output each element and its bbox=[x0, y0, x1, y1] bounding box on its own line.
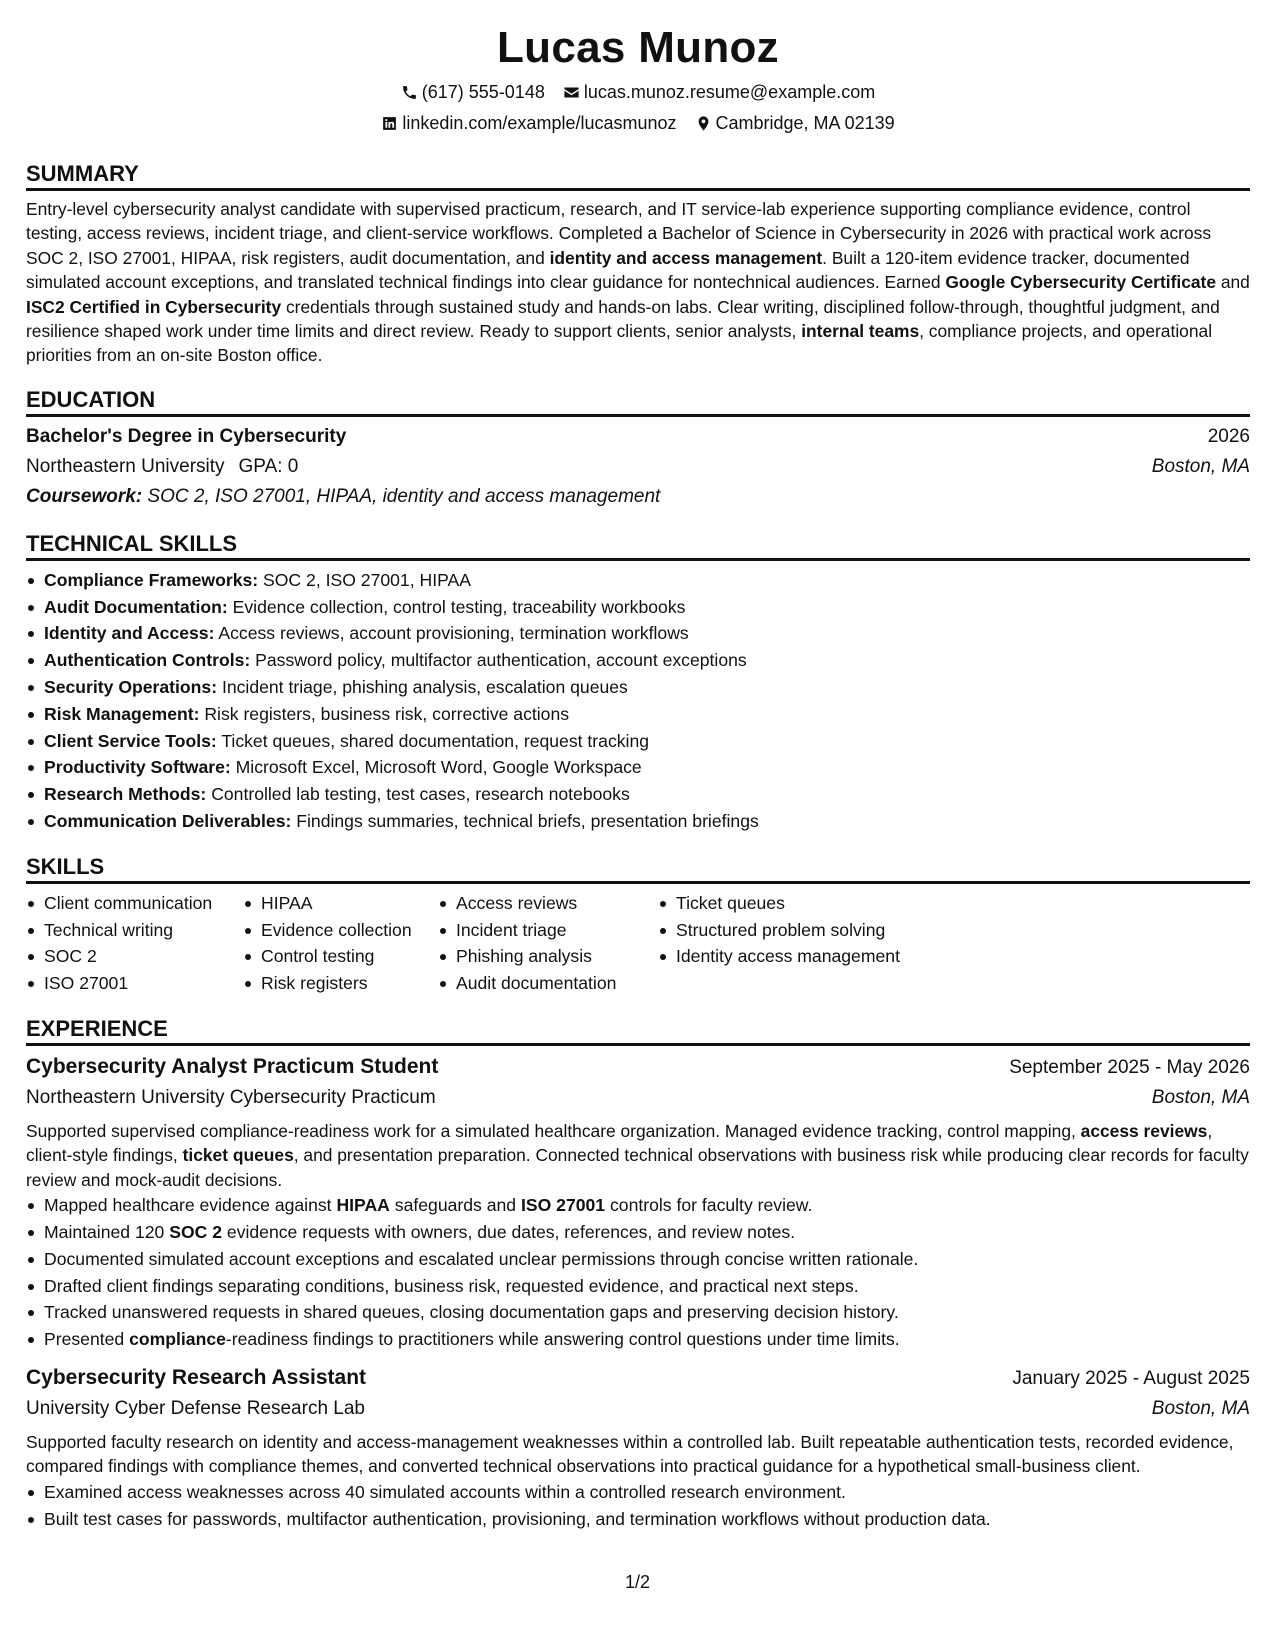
skill-category: Security Operations: bbox=[44, 677, 218, 698]
technical-skills-section bbox=[26, 531, 1250, 835]
emphasis-text: Google Cybersecurity Certificate bbox=[945, 272, 1216, 293]
skill-detail: Evidence collection, control testing, traceability workbooks bbox=[232, 596, 686, 617]
education-degree-row bbox=[26, 422, 1250, 452]
education-section bbox=[26, 387, 1250, 512]
skill-detail: Password policy, multifactor authentication, account exceptions bbox=[255, 650, 747, 671]
job-dates: September 2025 - May 2026 bbox=[1009, 1057, 1250, 1078]
resume-header bbox=[26, 20, 1250, 135]
emphasis-text: access reviews bbox=[1080, 1121, 1208, 1141]
section-title: SUMMARY bbox=[26, 161, 1250, 191]
skill-item: Evidence collection bbox=[243, 917, 438, 944]
summary-text: Entry-level cybersecurity analyst candidate with supervised practicum, research, and IT service-lab experience supporting compliance evidence, control testing, access reviews, incident triage, and client-service workflows. Completed a Bachelor of Science in Cybersecurity in 2026 with practical work across SOC 2, ISO 27001, HIPAA, risk registers, audit documentation, and identity and access management. Built a 120-item evidence tracker, documented simulated account exceptions, and translated technical findings into clear guidance for nontechnical audiences. Earned Google Cybersecurity Certificate and ISC2 Certified in Cybersecurity credentials through sustained study and hands-on labs. Clear writing, disciplined follow-through, thoughtful judgment, and resilience shaped work under time limits and direct review. Ready to support clients, senior analysts, internal teams, compliance projects, and operational priorities from an on-site Boston office. bbox=[26, 199, 1250, 366]
job-location: Boston, MA bbox=[1151, 1087, 1250, 1108]
job-bullet: Tracked unanswered requests in shared queues, closing documentation gaps and preserving decision history. bbox=[26, 1299, 1250, 1326]
job-bullet: Mapped healthcare evidence against HIPAA safeguards and ISO 27001 controls for faculty review. bbox=[26, 1192, 1250, 1219]
emphasis-text: internal teams bbox=[801, 321, 920, 342]
skills-column bbox=[243, 890, 438, 997]
skill-item: Client communication bbox=[26, 890, 243, 917]
skill-item: Audit documentation bbox=[438, 970, 658, 997]
experience-entry bbox=[26, 1052, 1250, 1353]
email-link[interactable]: lucas.munoz.resume@example.com bbox=[583, 82, 876, 102]
skills-column bbox=[26, 890, 243, 997]
job-bullet: Drafted client findings separating conditions, business risk, requested evidence, and practical next steps. bbox=[26, 1273, 1250, 1300]
job-title: Cybersecurity Analyst Practicum Student bbox=[26, 1055, 439, 1078]
skill-category: Identity and Access: bbox=[44, 623, 215, 644]
contact-phone bbox=[401, 80, 545, 104]
skill-detail: Ticket queues, shared documentation, request tracking bbox=[221, 730, 650, 751]
technical-skill-item bbox=[26, 728, 1250, 755]
contact-linkedin[interactable] bbox=[381, 111, 676, 135]
skill-item: Ticket queues bbox=[658, 890, 900, 917]
skill-category: Communication Deliverables: bbox=[44, 811, 292, 832]
skill-category: Client Service Tools: bbox=[44, 730, 217, 751]
job-title-row bbox=[26, 1052, 1250, 1083]
experience-entry bbox=[26, 1363, 1250, 1532]
job-dates: January 2025 - August 2025 bbox=[1012, 1368, 1250, 1389]
candidate-name: Lucas Munoz bbox=[497, 23, 779, 72]
graduation-year: 2026 bbox=[1207, 425, 1250, 447]
skill-category: Compliance Frameworks: bbox=[44, 569, 259, 590]
skill-item: Identity access management bbox=[658, 943, 900, 970]
school-location: Boston, MA bbox=[1151, 455, 1250, 477]
degree-name: Bachelor's Degree in Cybersecurity bbox=[26, 425, 347, 447]
job-title-row bbox=[26, 1363, 1250, 1394]
job-organization: Northeastern University Cybersecurity Practicum bbox=[26, 1087, 436, 1108]
emphasis-text: ISC2 Certified in Cybersecurity bbox=[26, 296, 282, 317]
emphasis-text: identity and access management bbox=[549, 247, 823, 268]
skill-detail: Microsoft Excel, Microsoft Word, Google Workspace bbox=[235, 757, 642, 778]
envelope-icon bbox=[563, 84, 580, 101]
skill-item: Technical writing bbox=[26, 917, 243, 944]
section-title: SKILLS bbox=[26, 854, 1250, 884]
skill-item: Access reviews bbox=[438, 890, 658, 917]
experience-section bbox=[26, 1016, 1250, 1532]
section-title: TECHNICAL SKILLS bbox=[26, 531, 1250, 561]
school-name: Northeastern University bbox=[26, 455, 225, 477]
skill-detail: Findings summaries, technical briefs, presentation briefings bbox=[296, 811, 759, 832]
job-bullet: Built test cases for passwords, multifactor authentication, provisioning, and termination workflows without production data. bbox=[26, 1506, 1250, 1533]
technical-skill-item bbox=[26, 674, 1250, 701]
job-org-row bbox=[26, 1394, 1250, 1424]
skill-item: HIPAA bbox=[243, 890, 438, 917]
technical-skill-item bbox=[26, 754, 1250, 781]
job-summary: Supported faculty research on identity and access-management weaknesses within a controlled lab. Built repeatable authentication tests, recorded evidence, compared findings with compliance themes, and converted technical observations into practical guidance for a hypothetical small-business client. bbox=[26, 1432, 1234, 1477]
technical-skill-item bbox=[26, 808, 1250, 835]
section-title: EXPERIENCE bbox=[26, 1016, 1250, 1046]
section-title: EDUCATION bbox=[26, 387, 1250, 417]
skill-item: Risk registers bbox=[243, 970, 438, 997]
skills-column bbox=[658, 890, 900, 997]
technical-skill-item bbox=[26, 567, 1250, 594]
technical-skill-item bbox=[26, 647, 1250, 674]
skill-detail: Risk registers, business risk, corrective actions bbox=[204, 703, 570, 724]
job-summary: Supported supervised compliance-readiness work for a simulated healthcare organization. Managed evidence tracking, control mapping, access reviews, client-style findings, ticket queues, and presentation preparation. Connected technical observations with business risk while producing clear records for faculty review and mock-audit decisions. bbox=[26, 1121, 1249, 1190]
technical-skill-item bbox=[26, 594, 1250, 621]
skill-category: Risk Management: bbox=[44, 703, 200, 724]
emphasis-text: compliance bbox=[129, 1329, 226, 1350]
contact-email[interactable] bbox=[563, 80, 875, 104]
contact-row-secondary bbox=[26, 111, 1250, 135]
emphasis-text: ticket queues bbox=[182, 1145, 294, 1166]
skill-detail: Access reviews, account provisioning, termination workflows bbox=[218, 623, 689, 644]
education-school-row bbox=[26, 452, 1250, 482]
skill-detail: SOC 2, ISO 27001, HIPAA bbox=[263, 569, 471, 590]
job-org-row bbox=[26, 1083, 1250, 1113]
skill-item: Phishing analysis bbox=[438, 943, 658, 970]
skill-detail: Incident triage, phishing analysis, escalation queues bbox=[221, 677, 628, 698]
skill-item: Control testing bbox=[243, 943, 438, 970]
technical-skill-item bbox=[26, 781, 1250, 808]
skill-category: Authentication Controls: bbox=[44, 650, 251, 671]
job-bullet: Examined access weaknesses across 40 simulated accounts within a controlled research environment. bbox=[26, 1479, 1250, 1506]
resume-page bbox=[26, 20, 1250, 1532]
skills-grid bbox=[26, 890, 1250, 997]
job-organization: University Cyber Defense Research Lab bbox=[26, 1398, 365, 1419]
technical-skills-list bbox=[26, 567, 1250, 835]
skills-column bbox=[438, 890, 658, 997]
coursework-label: Coursework: bbox=[26, 485, 143, 507]
skill-item: ISO 27001 bbox=[26, 970, 243, 997]
gpa: GPA: 0 bbox=[238, 455, 299, 477]
job-bullet: Maintained 120 SOC 2 evidence requests with owners, due dates, references, and review notes. bbox=[26, 1219, 1250, 1246]
location-text: Cambridge, MA 02139 bbox=[715, 113, 895, 133]
coursework-text: SOC 2, ISO 27001, HIPAA, identity and access management bbox=[147, 485, 661, 507]
skill-category: Audit Documentation: bbox=[44, 596, 228, 617]
emphasis-text: SOC 2 bbox=[169, 1222, 223, 1243]
job-title: Cybersecurity Research Assistant bbox=[26, 1366, 367, 1389]
linkedin-icon bbox=[381, 115, 398, 132]
skill-item: Structured problem solving bbox=[658, 917, 900, 944]
summary-section bbox=[26, 161, 1250, 368]
job-bullet: Documented simulated account exceptions and escalated unclear permissions through concise written rationale. bbox=[26, 1246, 1250, 1273]
skill-item: Incident triage bbox=[438, 917, 658, 944]
phone-icon bbox=[401, 84, 418, 101]
job-bullets bbox=[26, 1479, 1250, 1533]
phone-number: (617) 555-0148 bbox=[421, 82, 545, 102]
technical-skill-item bbox=[26, 620, 1250, 647]
map-pin-icon bbox=[695, 115, 712, 132]
skill-category: Productivity Software: bbox=[44, 757, 231, 778]
contact-location bbox=[695, 111, 895, 135]
coursework bbox=[26, 482, 1250, 512]
emphasis-text: ISO 27001 bbox=[520, 1195, 606, 1216]
school-info bbox=[26, 452, 298, 482]
skill-item: SOC 2 bbox=[26, 943, 243, 970]
job-bullet: Presented compliance-readiness findings to practitioners while answering control questions under time limits. bbox=[26, 1326, 1250, 1353]
job-bullets bbox=[26, 1192, 1250, 1353]
technical-skill-item bbox=[26, 701, 1250, 728]
contact-row-primary bbox=[26, 80, 1250, 104]
skill-detail: Controlled lab testing, test cases, research notebooks bbox=[211, 784, 630, 805]
job-location: Boston, MA bbox=[1151, 1398, 1250, 1419]
skill-category: Research Methods: bbox=[44, 784, 207, 805]
page-number: 1/2 bbox=[624, 1572, 651, 1592]
emphasis-text: HIPAA bbox=[336, 1195, 390, 1216]
linkedin-link[interactable]: linkedin.com/example/lucasmunoz bbox=[402, 113, 677, 133]
skills-section bbox=[26, 854, 1250, 997]
